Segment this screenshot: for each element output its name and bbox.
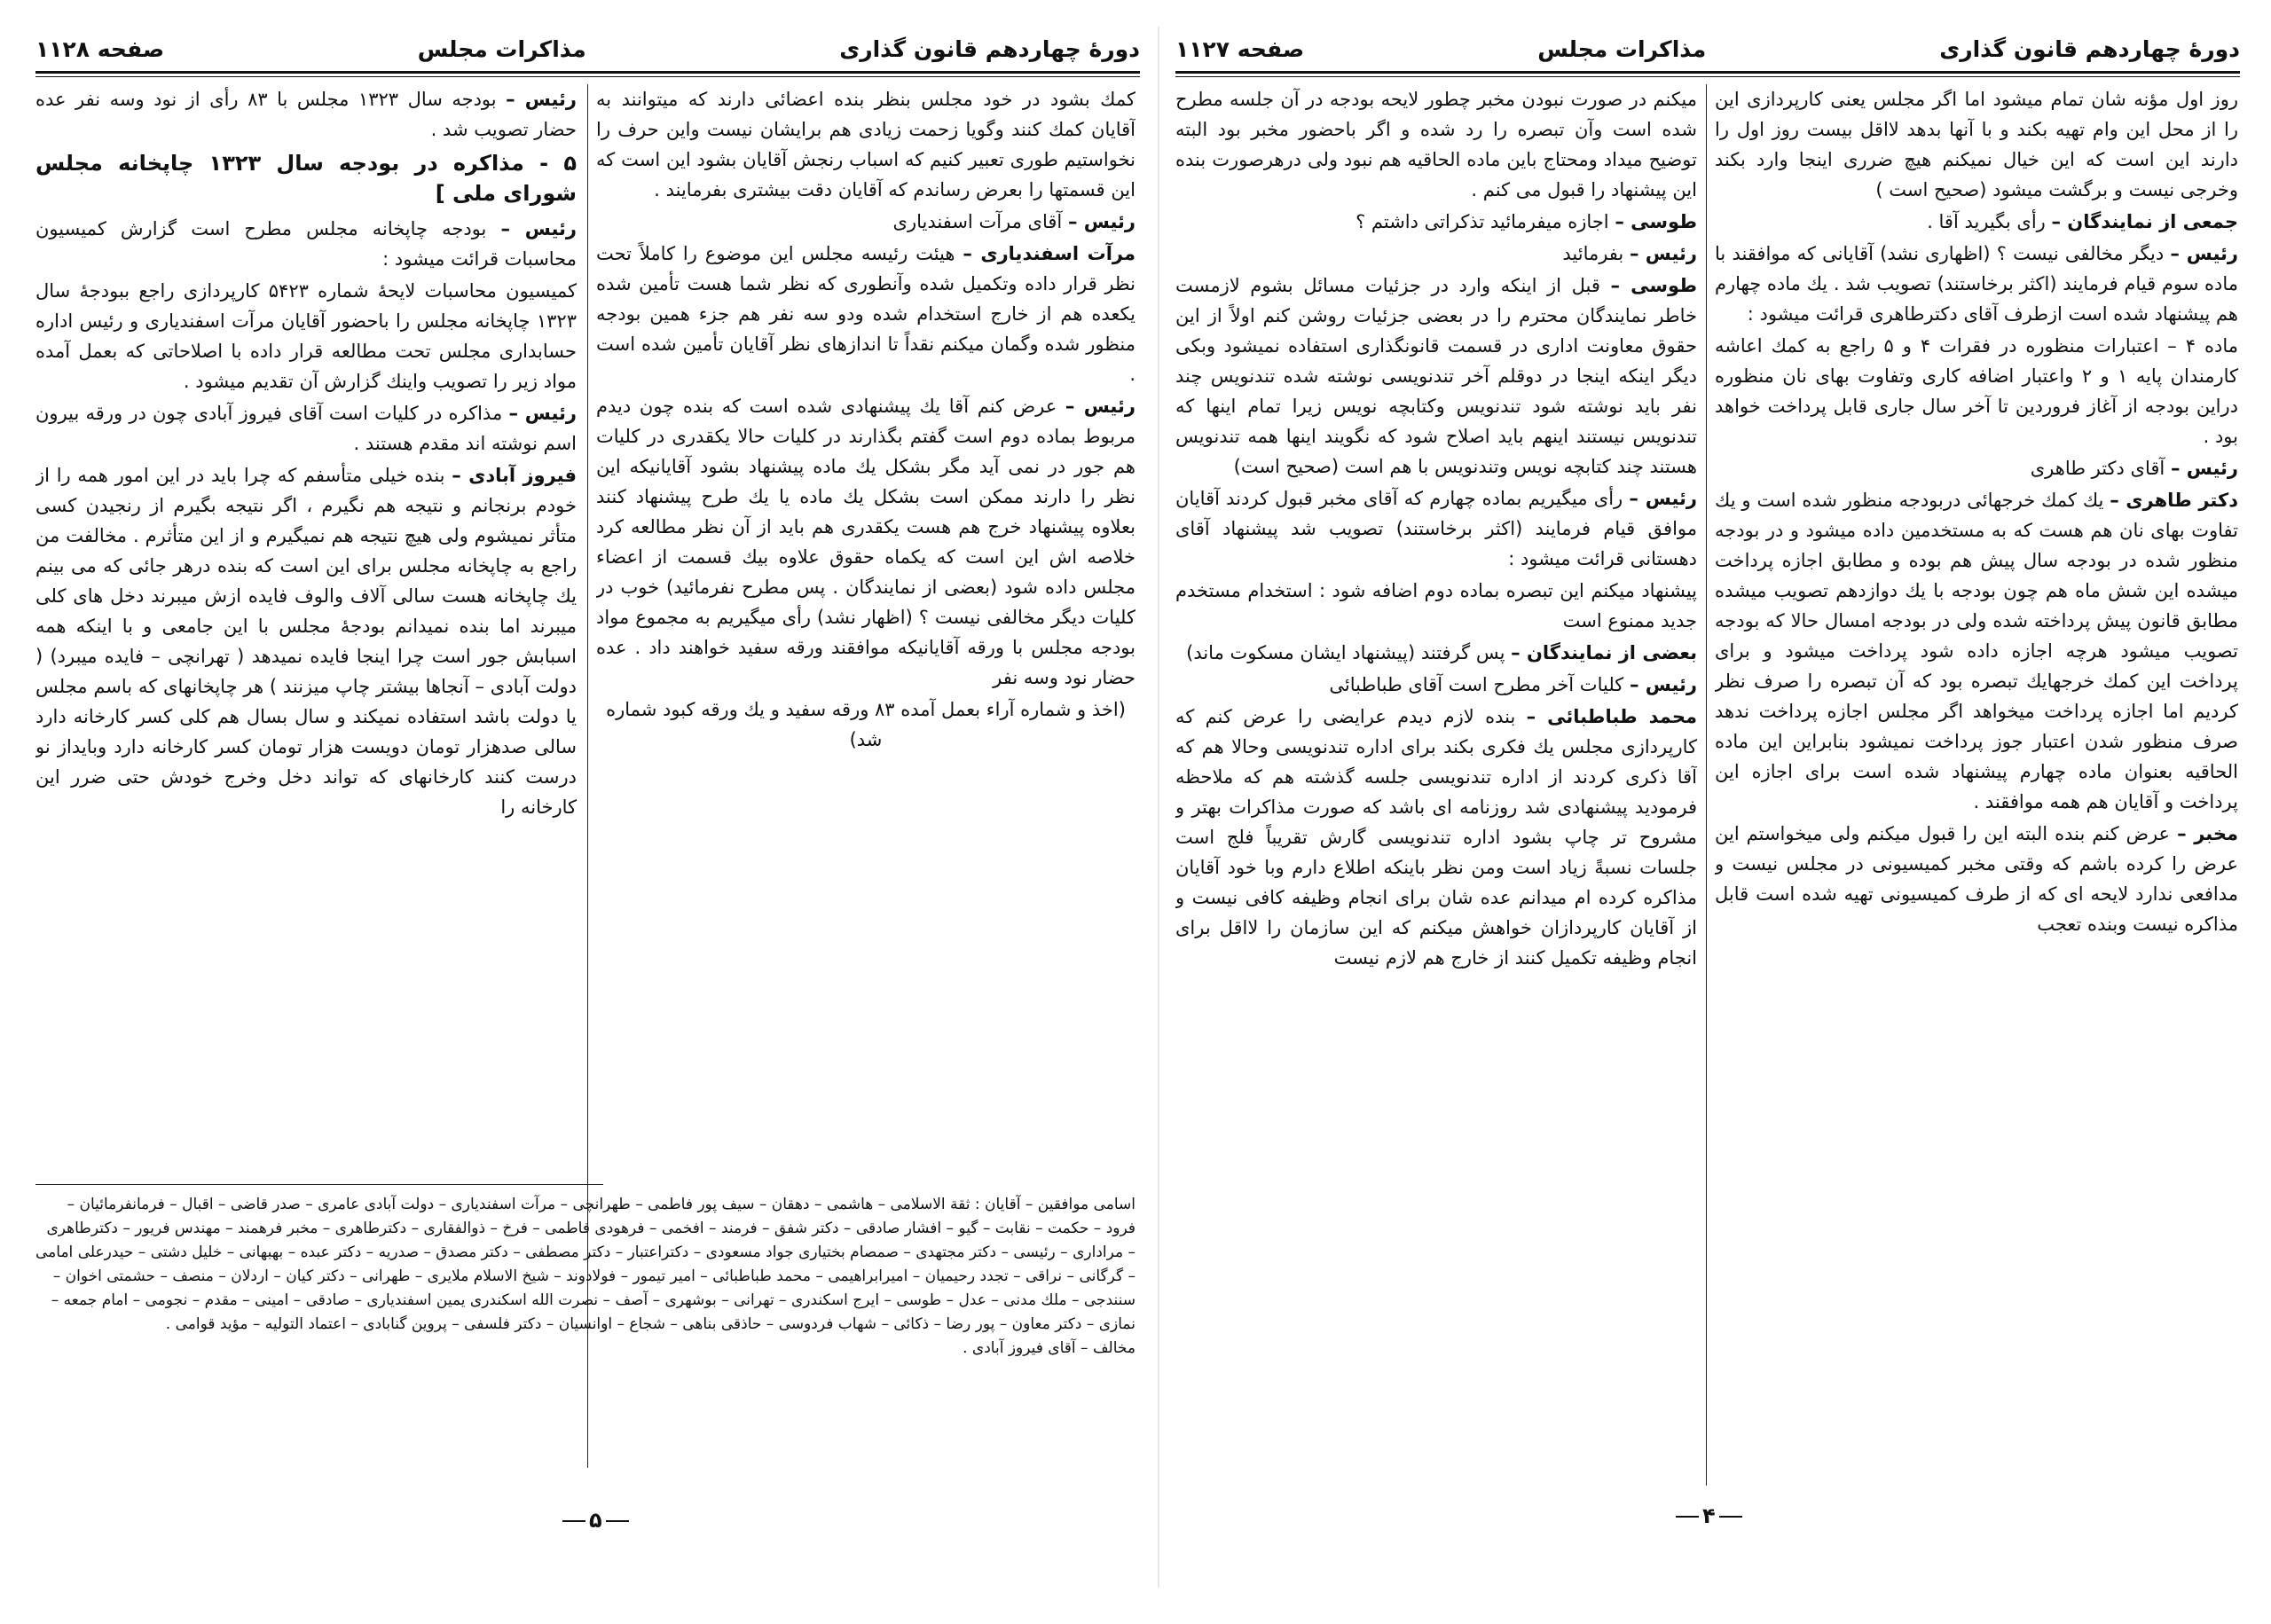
left-page bbox=[35, 0, 1140, 1624]
speech-paragraph bbox=[1715, 239, 2238, 329]
header-rule bbox=[1175, 71, 2240, 74]
footnote-rule bbox=[35, 1184, 603, 1185]
speaker-name: رئيس – bbox=[1629, 243, 1697, 264]
speaker-name: فيروز آبادى – bbox=[452, 465, 577, 486]
speaker-name: جمعى از نمايندگان – bbox=[2051, 211, 2238, 232]
speaker-name: طوسى – bbox=[1610, 275, 1697, 296]
speaker-name: رئيس – bbox=[500, 218, 577, 239]
page-header bbox=[1175, 34, 2240, 64]
header-rule bbox=[35, 71, 1140, 74]
speech-text: پس گرفتند (پيشنهاد ايشان مسكوت ماند) bbox=[1186, 642, 1505, 663]
speech-paragraph bbox=[1175, 207, 1697, 237]
right-text-column bbox=[1715, 84, 2238, 1486]
speech-text: قبل از اينكه وارد در جزئيات مسائل بشوم لازمست خاطر نمايندگان محترم را در بعضى جزئيات روشن كنم اولاً از اين حقوق معاونت ادارى در قسمت قانونگذارى استفاده نميشود وبكى ديگر اينكه اينجا در دوقلم آخر تندنويسى نوشته شده تندنويس چند نفر بايد نوشته شود تندنويس وكتابچه نويس زيرا تمام اينها كه تندنويس نيستند اينهم بايد اصلاح شود كه نگويند اينها همه تندنويس هستند چند كتابچه نويس وتندنويس با هم است (صحيح است) bbox=[1175, 275, 1697, 477]
right-page bbox=[1175, 0, 2240, 1624]
page-number: ۴ bbox=[1672, 1503, 1746, 1528]
speaker-name: بعضى از نمايندگان – bbox=[1511, 642, 1697, 663]
speech-text: آقاى مرآت اسفنديارى bbox=[892, 211, 1063, 232]
speech-text: اجازه ميفرمائيد تذكراتى داشتم ؟ bbox=[1356, 211, 1609, 232]
speech-text: آقاى دكتر طاهرى bbox=[2030, 458, 2165, 479]
speech-paragraph bbox=[35, 214, 577, 274]
speech-paragraph bbox=[35, 460, 577, 822]
speech-paragraph bbox=[35, 398, 577, 459]
speech-text: بودجه چاپخانه مجلس مطرح است گزارش كميسيون محاسبات قرائت ميشود : bbox=[35, 218, 577, 270]
speaker-name: رئيس – bbox=[2170, 243, 2238, 264]
speaker-name: رئيس – bbox=[506, 89, 577, 110]
speech-text: رأى بگيريد آقا . bbox=[1927, 211, 2046, 232]
speech-text: كليات آخر مطرح است آقاى طباطبائى bbox=[1329, 674, 1624, 695]
speech-paragraph bbox=[1175, 702, 1697, 973]
spine-gutter bbox=[1158, 27, 1159, 1588]
header-page-label: صفحه ۱۱۲۸ bbox=[35, 35, 165, 62]
speech-text: عرض كنم آقا يك پيشنهادى شده است كه بنده چون ديدم مربوط بماده دوم است گفتم بگذارند در كليات حالا يكقدرى در كليات هم جور در نمى آيد مگر بشكل يك ماده پيشنهاد بشود آقايانيكه اين نظر را دارند ممكن است بشكل يك ماده يا يك طرح پيشنهاد كنند بعلاوه پيشنهاد خرج هم هست يكقدرى هم بايد از آن نظر مطالعه كرد خلاصه اش اين است كه يكماه حقوق علاوه بيك قسمت از اعضاء مجلس داده شود (بعضى از نمايندگان . پس مطرح نفرمائيد) خوب در كليات ديگر مخالفى نيست ؟ (اظهار نشد) رأى ميگيريم به مجموع مواد بودجه مجلس با ورقه آقايانيكه موافقند ورقه سفيد خواهند داد . عده حضار نود وسه نفر bbox=[596, 396, 1136, 688]
speech-paragraph bbox=[1715, 819, 2238, 939]
speaker-name: رئيس – bbox=[1067, 211, 1136, 232]
speaker-name: رئيس – bbox=[508, 403, 577, 424]
speech-text: بنده خيلى متأسفم كه چرا بايد در اين امور همه را از خودم برنجانم و نتيجه هم نگيرم ، اگر نتيجه بگيرم از رنجيدن كسى متأثر نميشوم ولى هيچ نتيجه هم نميگيرم و از اين متأثرم . مخالفت من راجع به چاپخانه مجلس براى اين است كه بنده درهر جائى كه مى بينم يك چاپخانه هست سالى آلاف والوف فايده ازش ميبرند دخل هاى كلى ميبرند اما بنده نميدانم بودجهٔ مجلس با اين جامعى و با اينكه همه اسبابش جور است چرا اينجا فايده نميدهد ( تهرانچى – فايده ميبرد) ( دولت آبادى – آنجاها بيشتر چاپ ميزنند ) هر چاپخانهاى كه باسم مجلس يا دولت باشد استفاده نميكند و سال بسال هم كلى كسر كارخانه دارد سالى صدهزار تومان دويست هزار تومان كسر كارخانه دارد وبايداز نو درست كنند كارخانهاى كه تواند دخل وخرج خودش حتى ضرر اين كارخانه را bbox=[35, 465, 577, 818]
speech-text: بفرمائيد bbox=[1562, 243, 1624, 264]
speech-text: مذاكره در كليات است آقاى فيروز آبادى چون در ورقه بيرون اسم نوشته اند مقدم هستند . bbox=[35, 403, 577, 454]
speech-paragraph bbox=[1175, 638, 1697, 668]
vote-result-note: (اخذ و شماره آراء بعمل آمده ۸۳ ورقه سفيد و يك ورقه كبود شماره شد) bbox=[606, 699, 1126, 750]
left-text-column bbox=[1175, 84, 1697, 1486]
speaker-name: رئيس – bbox=[1065, 396, 1136, 417]
speaker-name: دكتر طاهرى – bbox=[2110, 490, 2238, 511]
speaker-name: رئيس – bbox=[2170, 458, 2238, 479]
header-page-label: صفحه ۱۱۲۷ bbox=[1175, 35, 1305, 62]
speaker-name: رئيس – bbox=[1629, 674, 1697, 695]
header-rule-thin bbox=[1175, 76, 2240, 77]
header-session: دورهٔ چهاردهم قانون گذاری bbox=[839, 35, 1140, 62]
speech-text: بودجه سال ۱۳۲۳ مجلس با ۸۳ رأى از نود وسه نفر عده حضار تصويب شد . bbox=[35, 89, 577, 140]
speech-paragraph bbox=[596, 207, 1136, 237]
speaker-name: طوسى – bbox=[1615, 211, 1697, 232]
page-header bbox=[35, 34, 1140, 64]
footnote-voters-list bbox=[35, 1193, 1136, 1495]
header-rule-thin bbox=[35, 76, 1140, 77]
text-paragraph: ميكنم در صورت نبودن مخبر چطور لايحه بودجه در آن جلسه مطرح شده است وآن تبصره را رد شده و اگر باحضور مخبر بود البته توضيح ميداد ومحتاج باين ماده الحاقيه هم نبود ولى درهرصورت بنده اين پيشنهاد را قبول مى كنم . bbox=[1175, 89, 1697, 200]
footnote-paragraph: مخالف – آقاى فيروز آبادى . bbox=[963, 1339, 1136, 1357]
text-paragraph: پيشنهاد ميكنم اين تبصره بماده دوم اضافه شود : استخدام مستخدم جديد ممنوع است bbox=[1175, 580, 1697, 632]
speaker-name: رئيس – bbox=[1629, 488, 1697, 509]
speech-paragraph bbox=[35, 84, 577, 145]
speech-paragraph bbox=[596, 391, 1136, 693]
speech-paragraph bbox=[596, 239, 1136, 389]
header-title: مذاكرات مجلس bbox=[1537, 35, 1707, 62]
speech-text: بنده لازم ديدم عرايضى را عرض كنم كه كارپردازى مجلس يك فكرى بكند براى اداره تندنويسى وحالا هم كه آقا ذكرى كردند از اداره تندنويسى جلسه گذشته هم كه ملاحظه فرموديد پيشنهادى شد روزنامه اى باشد كه صورت مذاكرات بهتر و مشروح تر چاپ بشود اداره تندنويسى گارش تقريباً فلج است جلسات نسبةً زياد است ومن نظر باينكه اطلاع دارم وبا خود آقايان مذاكره كرده ام ميدانم عده شان براى انجام وظيفه كافى نيست و از آقايان كارپردازان خواهش ميكنم كه اين سازمان را لااقل براى انجام وظيفه تكميل كنند از خارج هم لازم نيست bbox=[1175, 706, 1697, 969]
speech-paragraph bbox=[1175, 483, 1697, 574]
footnote-paragraph: اسامى موافقين – آقايان : ثقة الاسلامى – هاشمى – دهقان – سيف پور فاطمى – طهرانچى – مرآت اسفنديارى – دولت آبادى عامرى – صدر قاضى – اقبال – فرمانفرمائيان – فرود – حكمت – نقابت – گيو – افشار صادقى – دكتر شفق – فرمند – افخمى – فرهودى فاطمى – فرخ – ذوالفقارى – دكترطاهرى – مخبر فرهمند – مهندس فريور – دكترطاهرى – مرادارى – رئيسى – دكتر مجتهدى – صمصام بختيارى جواد مسعودى – دكتراعتبار – دكتر مصطفى – دكتر مصدق – صدريه – دكتر عبده – بهبهانى – خليل دشتى – حيدرعلى امامى – گرگانى – نراقى – تجدد رحيميان – اميرابراهيمى – محمد طباطبائى – امير تيمور – فولادوند – شيخ الاسلام ملايرى – طهرانى – دكتر كيان – اردلان – منصف – حشمتى اخوان – سنندجى – ملك مدنى – عدل – طوسى – ايرج اسكندرى – تهرانى – بوشهرى – آصف – نصرت الله اسكندرى يمين اسفنديارى – صادقى – امينى – مقدم – نجومى – امام جمعه – نمازى – دكتر معاون – پور رضا – ذكائى – شهاب فردوسى – حاذقى بناهى – شجاع – اوانسيان – دكتر فلسفى – پروين گنابادى – اعتماد التوليه – مؤيد قوامى . bbox=[35, 1196, 1136, 1333]
speech-paragraph bbox=[1175, 670, 1697, 700]
speech-text: هيئت رئيسه مجلس اين موضوع را كاملاً تحت نظر قرار داده وتكميل شده وآنطورى كه نظر شما هست تأمين شده يكعده هم از خارج استخدام شده ودو سه نفر هم جزء همين بودجه منظور شده وگمان ميكنم نقداً تا اندازهاى نظر آقايان تأمين شده است . bbox=[596, 243, 1136, 385]
text-paragraph: كميسيون محاسبات لايحهٔ شماره ۵۴۲۳ كارپردازى راجع ببودجهٔ سال ۱۳۲۳ چاپخانه مجلس را باحضور آقايان مرآت اسفنديارى و رئيس اداره حسابدارى مجلس تحت مطالعه قرار داده با اصلاحاتى كه بعمل آمده مواد زير را تصويب واينك گزارش آن تقديم ميشود . bbox=[35, 280, 577, 392]
text-paragraph: روز اول مؤنه شان تمام ميشود اما اگر مجلس يعنى كارپردازى اين را از محل اين وام تهيه بكند و با آنها بدهد لااقل بيست روز اول را دارند اين است كه اين خيال نميكنم هيچ ضررى اينجا وارد بكند وخرجى نيست و برگشت ميشود (صحيح است ) bbox=[1715, 89, 2238, 200]
speaker-name: محمد طباطبائى – bbox=[1526, 706, 1697, 727]
page-number: ۵ bbox=[559, 1508, 633, 1533]
section-heading: ۵ - مذاكره در بودجه سال ۱۳۲۳ چاپخانه مجلس شوراى ملى ] bbox=[35, 151, 577, 206]
text-paragraph: ماده ۴ – اعتبارات منظوره در فقرات ۴ و ۵ راجع به كمك اعاشه كارمندان پايه ۱ و ۲ واعتبار اضافه كارى وتفاوت بهاى نان منظوره دراين بودجه از آغاز فروردين تا آخر سال جارى قابل پرداخت خواهد بود . bbox=[1715, 335, 2238, 447]
speech-paragraph bbox=[1175, 239, 1697, 269]
speech-paragraph bbox=[1715, 453, 2238, 483]
speaker-name: مرآت اسفنديارى – bbox=[963, 243, 1136, 264]
right-text-column bbox=[596, 84, 1136, 1175]
speech-text: يك كمك خرجهائى دربودجه منظور شده است و يك تفاوت بهاى نان هم هست كه به مستخدمين داده ميشود و در بودجه منظور شده در بودجه سال پيش هم بوده و مطابق اجازه پرداخت ميشده اين شش ماه هم چون بودجه با يك دوازدهم تصويب ميشده مطابق قانون پيش پرداخته شده ولى در بودجه امسال حالا كه بودجه تصويب ميشود هرچه اجازه داده شود پرداخت ميشود و براى پرداخت اين كمك خرجهايك تبصره بود كه آن تبصره را صرف نظر كرديم اما اجازه پرداخت ميخواهد اگر مجلس اجازه پرداخت ندهد صرف منظور شدن اعتبار جوز پرداخت نميشود بنابراين اين ماده الحاقيه بعنوان ماده چهارم پيشنهاد شده است براى اجازه اين پرداخت و آقايان هم همه موافقند . bbox=[1715, 490, 2238, 812]
column-divider bbox=[1706, 84, 1707, 1486]
speech-text: عرض كنم بنده البته اين را قبول ميكنم ولى ميخواستم اين عرض را كرده باشم كه وقتى مخبر كميسيونى در مجلس نيست و مدافعى ندارد لايحه اى كه از طرف كميسيونى تهيه شده است قابل مذاكره نيست وبنده تعجب bbox=[1715, 823, 2238, 935]
left-text-column bbox=[35, 84, 577, 1175]
header-session: دورهٔ چهاردهم قانون گذارى bbox=[1939, 35, 2240, 62]
text-paragraph: كمك بشود در خود مجلس بنظر بنده اعضائى دارند كه ميتوانند به آقايان كمك كنند وگويا زحمت زيادى هم برايشان نيست واين حرف را نخواستيم طورى تعبير كنيم كه اسباب رنجش آقايان بشود اين است كه اين قسمتها را بعرض رساندم كه آقايان دقت بيشترى بفرمايند . bbox=[596, 89, 1136, 200]
speech-text: ديگر مخالفى نيست ؟ (اظهارى نشد) آقايانى كه موافقند با ماده سوم قيام فرمايند (اكثر برخاستند) تصويب شد . يك ماده چهارم هم پيشنهاد شده است ازطرف آقاى دكترطاهرى قرائت ميشود : bbox=[1715, 243, 2238, 325]
speech-paragraph bbox=[1175, 271, 1697, 482]
speech-paragraph bbox=[1715, 485, 2238, 817]
header-title: مذاکرات مجلس bbox=[417, 35, 586, 62]
speaker-name: مخبر – bbox=[2177, 823, 2238, 844]
speech-paragraph bbox=[1715, 207, 2238, 237]
speech-text: رأى ميگيريم بماده چهارم كه آقاى مخبر قبول كردند آقايان موافق قيام فرمايند (اكثر برخاستند) تصويب شد پيشنهاد آقاى دهستانى قرائت ميشود : bbox=[1175, 488, 1697, 569]
